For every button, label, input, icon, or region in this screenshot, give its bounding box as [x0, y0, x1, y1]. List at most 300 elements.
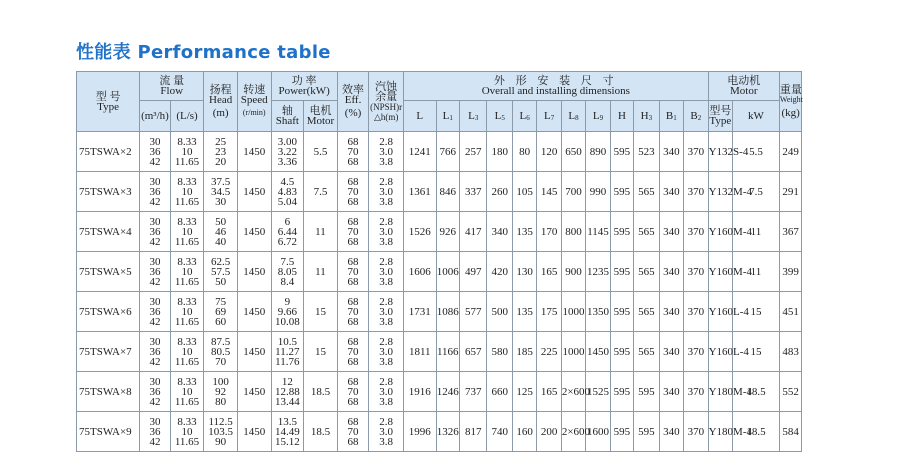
- cell-flow-ls-value: 10: [181, 225, 193, 238]
- header-dim-l7: $L_7$: [537, 101, 561, 132]
- cell-npsh: [369, 132, 404, 172]
- cell-npsh-value: 2.8: [379, 295, 394, 308]
- table-row: [77, 172, 827, 212]
- cell-flow-m3h-value: 30: [149, 135, 161, 148]
- header-head: 扬程 Head (m): [204, 72, 238, 132]
- cell-flow-ls-value: 11.65: [174, 395, 200, 408]
- cell-dim-h: 595: [610, 412, 633, 452]
- header-flow-ls: (L/s): [170, 101, 204, 132]
- cell-npsh-value: 3.0: [379, 185, 394, 198]
- cell-shaft-power-value: 13.44: [274, 395, 300, 408]
- cell-dim-b2: 370: [684, 212, 709, 252]
- cell-head: [204, 172, 238, 212]
- cell-model: 75TSWA×4: [77, 212, 140, 252]
- cell-flow-m3h-value: 36: [149, 385, 161, 398]
- cell-eff-value: 68: [347, 275, 359, 288]
- cell-dim-h3: 565: [634, 252, 659, 292]
- header-dim-l5: $L_5$: [487, 101, 512, 132]
- cell-flow-m3h-value: 30: [149, 215, 161, 228]
- cell-weight: 584: [779, 412, 801, 452]
- cell-dim-l3: 337: [459, 172, 487, 212]
- cell-dim-l6: 105: [512, 172, 536, 212]
- cell-dim-l: 1731: [403, 292, 436, 332]
- cell-shaft-power-value: 10.08: [274, 315, 300, 328]
- cell-dim-l1: 1166: [436, 332, 459, 372]
- cell-flow-ls-value: 11.65: [174, 275, 200, 288]
- cell-flow-m3h-value: 42: [149, 395, 161, 408]
- cell-dim-h3: 565: [634, 172, 659, 212]
- cell-dim-h: 595: [610, 212, 633, 252]
- cell-dim-b2: 370: [684, 132, 709, 172]
- table-row: [77, 132, 827, 172]
- cell-head-value: 103.5: [208, 425, 233, 438]
- cell-speed: 1450: [237, 212, 271, 252]
- cell-head-value: 87.5: [211, 335, 231, 348]
- cell-motor-kw: 15: [733, 292, 780, 332]
- cell-dim-l5: 500: [487, 292, 512, 332]
- cell-dim-l7: 165: [537, 252, 561, 292]
- cell-shaft-power-value: 3.22: [277, 145, 297, 158]
- cell-flow-ls: [170, 372, 204, 412]
- table-row: [77, 412, 827, 452]
- cell-eff-value: 68: [347, 235, 359, 248]
- cell-shaft-power-value: 15.12: [274, 435, 300, 448]
- cell-flow-m3h-value: 42: [149, 155, 161, 168]
- cell-flow-m3h: [140, 372, 171, 412]
- cell-dim-l1: 1246: [436, 372, 459, 412]
- cell-speed: 1450: [237, 372, 271, 412]
- header-npsh: 汽蚀 余量 (NPSH)r △h(m): [369, 72, 404, 132]
- cell-flow-ls-value: 11.65: [174, 155, 200, 168]
- cell-shaft-power-value: 6: [284, 215, 291, 228]
- cell-dim-l6: 130: [512, 252, 536, 292]
- cell-motor-type: Y160M-4: [708, 252, 732, 292]
- cell-head: [204, 332, 238, 372]
- cell-dim-b2: 370: [684, 372, 709, 412]
- cell-shaft-power: [271, 212, 304, 252]
- cell-dim-l9: 1145: [586, 212, 610, 252]
- cell-head-value: 80.5: [211, 345, 231, 358]
- cell-dim-l: 1361: [403, 172, 436, 212]
- cell-dim-l: 1526: [403, 212, 436, 252]
- cell-flow-ls-value: 10: [181, 345, 193, 358]
- cell-eff: [337, 252, 369, 292]
- cell-npsh-value: 2.8: [379, 135, 394, 148]
- cell-weight: 483: [779, 332, 801, 372]
- cell-motor-type: Y160M-4: [708, 212, 732, 252]
- cell-dim-l6: 185: [512, 332, 536, 372]
- cell-npsh: [369, 212, 404, 252]
- cell-head-value: 92: [215, 385, 227, 398]
- cell-dim-l5: 740: [487, 412, 512, 452]
- cell-dim-l3: 257: [459, 132, 487, 172]
- cell-dim-l9: 1525: [586, 372, 610, 412]
- cell-eff-value: 68: [347, 215, 359, 228]
- cell-model: 75TSWA×9: [77, 412, 140, 452]
- cell-shaft-power-value: 6.44: [277, 225, 297, 238]
- cell-npsh-value: 3.8: [379, 355, 394, 368]
- cell-head-value: 23: [215, 145, 227, 158]
- cell-motor-kw: 5.5: [733, 132, 780, 172]
- table-row: [77, 212, 827, 252]
- cell-flow-m3h-value: 42: [149, 195, 161, 208]
- cell-dim-l1: 766: [436, 132, 459, 172]
- cell-dim-l1: 1086: [436, 292, 459, 332]
- cell-shaft-power-value: 12.88: [274, 385, 300, 398]
- cell-motor-power: 11: [304, 212, 338, 252]
- cell-weight: 399: [779, 252, 801, 292]
- cell-shaft-power-value: 12: [281, 375, 293, 388]
- cell-motor-kw: 11: [733, 252, 780, 292]
- cell-motor-power: 11: [304, 252, 338, 292]
- cell-dim-b1: 340: [659, 212, 683, 252]
- cell-flow-ls-value: 11.65: [174, 355, 200, 368]
- cell-flow-ls-value: 8.33: [177, 135, 197, 148]
- cell-head: [204, 292, 238, 332]
- cell-eff-value: 68: [347, 295, 359, 308]
- cell-flow-m3h-value: 36: [149, 145, 161, 158]
- cell-weight: 552: [779, 372, 801, 412]
- cell-dim-l7: 145: [537, 172, 561, 212]
- cell-shaft-power-value: 5.04: [277, 195, 297, 208]
- cell-shaft-power: [271, 252, 304, 292]
- cell-flow-ls: [170, 332, 204, 372]
- cell-flow-m3h-value: 42: [149, 435, 161, 448]
- cell-dim-l5: 660: [487, 372, 512, 412]
- cell-flow-ls-value: 8.33: [177, 415, 197, 428]
- cell-dim-l9: 1235: [586, 252, 610, 292]
- cell-dim-l6: 80: [512, 132, 536, 172]
- cell-flow-ls-value: 11.65: [174, 235, 200, 248]
- cell-dim-h: 595: [610, 332, 633, 372]
- table-row: [77, 292, 827, 332]
- cell-flow-m3h-value: 42: [149, 355, 161, 368]
- cell-head-value: 57.5: [211, 265, 231, 278]
- cell-dim-h3: 523: [634, 132, 659, 172]
- cell-npsh-value: 3.8: [379, 315, 394, 328]
- cell-head-value: 90: [215, 435, 227, 448]
- cell-speed: 1450: [237, 412, 271, 452]
- cell-flow-ls-value: 10: [181, 425, 193, 438]
- header-dim-l8: $L_8$: [561, 101, 585, 132]
- header-dim-l: L: [403, 101, 436, 132]
- cell-head: [204, 212, 238, 252]
- cell-shaft-power-value: 11.76: [275, 355, 300, 368]
- cell-shaft-power: [271, 372, 304, 412]
- header-flow-m3h: (m³/h): [140, 101, 171, 132]
- cell-motor-power: 15: [304, 332, 338, 372]
- cell-head: [204, 252, 238, 292]
- cell-motor-kw: 18.5: [733, 372, 780, 412]
- cell-head-value: 112.5: [208, 415, 233, 428]
- cell-flow-ls: [170, 212, 204, 252]
- cell-dim-l3: 737: [459, 372, 487, 412]
- header-dim-l6: $L_6$: [512, 101, 536, 132]
- cell-dim-b1: 340: [659, 132, 683, 172]
- cell-dim-h: 595: [610, 132, 633, 172]
- cell-motor-type: Y132M-4: [708, 172, 732, 212]
- cell-flow-m3h-value: 30: [149, 375, 161, 388]
- cell-model: 75TSWA×5: [77, 252, 140, 292]
- cell-npsh-value: 3.0: [379, 145, 394, 158]
- cell-npsh-value: 3.8: [379, 435, 394, 448]
- cell-dim-h3: 595: [634, 412, 659, 452]
- cell-flow-m3h: [140, 332, 171, 372]
- cell-weight: 451: [779, 292, 801, 332]
- header-motor-kw: kW: [733, 101, 780, 132]
- cell-flow-m3h-value: 30: [149, 335, 161, 348]
- cell-eff-value: 68: [347, 395, 359, 408]
- cell-motor-power: 5.5: [304, 132, 338, 172]
- performance-table: [76, 71, 827, 452]
- cell-dim-l6: 135: [512, 212, 536, 252]
- cell-eff-value: 68: [347, 315, 359, 328]
- cell-dim-b1: 340: [659, 412, 683, 452]
- cell-head-value: 80: [215, 395, 227, 408]
- header-dim-l1: $L_1$: [436, 101, 459, 132]
- cell-head-value: 34.5: [211, 185, 231, 198]
- cell-dim-l1: 1326: [436, 412, 459, 452]
- cell-flow-ls-value: 8.33: [177, 255, 197, 268]
- cell-eff-value: 68: [347, 355, 359, 368]
- cell-eff-value: 68: [347, 155, 359, 168]
- cell-motor-type: Y132S-4: [708, 132, 732, 172]
- cell-npsh-value: 3.8: [379, 155, 394, 168]
- cell-dim-l1: 846: [436, 172, 459, 212]
- cell-dim-l5: 340: [487, 212, 512, 252]
- cell-npsh-value: 2.8: [379, 215, 394, 228]
- cell-head-value: 40: [215, 235, 227, 248]
- table-body: [77, 132, 827, 452]
- cell-dim-l9: 890: [586, 132, 610, 172]
- cell-dim-l6: 125: [512, 372, 536, 412]
- cell-dim-l7: 120: [537, 132, 561, 172]
- cell-speed: 1450: [237, 252, 271, 292]
- cell-dim-b2: 370: [684, 292, 709, 332]
- cell-dim-l8: 800: [561, 212, 585, 252]
- cell-dim-l8: 1000: [561, 292, 585, 332]
- cell-flow-m3h: [140, 252, 171, 292]
- cell-head-value: 20: [215, 155, 227, 168]
- cell-model: 75TSWA×7: [77, 332, 140, 372]
- cell-shaft-power: [271, 292, 304, 332]
- cell-head-value: 50: [215, 215, 227, 228]
- cell-dim-l9: 1350: [586, 292, 610, 332]
- cell-dim-l5: 180: [487, 132, 512, 172]
- cell-motor-type: Y180M-4: [708, 412, 732, 452]
- cell-eff: [337, 332, 369, 372]
- header-dim-b2: $B_2$: [684, 101, 709, 132]
- cell-dim-l: 1606: [403, 252, 436, 292]
- cell-eff-value: 68: [347, 415, 359, 428]
- cell-model: 75TSWA×3: [77, 172, 140, 212]
- cell-shaft-power-value: 7.5: [280, 255, 295, 268]
- cell-flow-m3h-value: 36: [149, 225, 161, 238]
- cell-flow-m3h: [140, 412, 171, 452]
- cell-dim-b1: 340: [659, 332, 683, 372]
- cell-dim-l9: 1600: [586, 412, 610, 452]
- cell-dim-h: 595: [610, 292, 633, 332]
- cell-npsh: [369, 332, 404, 372]
- cell-flow-ls-value: 8.33: [177, 295, 197, 308]
- cell-flow-ls: [170, 292, 204, 332]
- cell-eff-value: 68: [347, 375, 359, 388]
- cell-model: 75TSWA×8: [77, 372, 140, 412]
- cell-weight: 249: [779, 132, 801, 172]
- cell-npsh-value: 3.8: [379, 275, 394, 288]
- header-eff: 效率 Eff. (%): [337, 72, 369, 132]
- cell-model: 75TSWA×2: [77, 132, 140, 172]
- header-speed: 转速 Speed (r/min): [237, 72, 271, 132]
- cell-npsh-value: 2.8: [379, 375, 394, 388]
- cell-npsh: [369, 372, 404, 412]
- cell-flow-ls-value: 8.33: [177, 335, 197, 348]
- cell-dim-h: 595: [610, 372, 633, 412]
- cell-dim-b1: 340: [659, 172, 683, 212]
- header-flow: 流 量 Flow: [140, 72, 204, 101]
- table-row: [77, 372, 827, 412]
- cell-flow-m3h-value: 36: [149, 345, 161, 358]
- cell-dim-h: 595: [610, 172, 633, 212]
- cell-shaft-power-value: 10.5: [277, 335, 297, 348]
- cell-head-value: 37.5: [211, 175, 231, 188]
- cell-speed: 1450: [237, 132, 271, 172]
- cell-motor-kw: 18.5: [733, 412, 780, 452]
- cell-dim-l3: 817: [459, 412, 487, 452]
- cell-motor-power: 18.5: [304, 412, 338, 452]
- cell-dim-l8: 900: [561, 252, 585, 292]
- cell-npsh-value: 3.0: [379, 425, 394, 438]
- cell-dim-h3: 565: [634, 292, 659, 332]
- cell-head-value: 62.5: [211, 255, 231, 268]
- cell-motor-type: Y180M-4: [708, 372, 732, 412]
- cell-eff-value: 70: [347, 225, 359, 238]
- cell-flow-ls: [170, 252, 204, 292]
- table-row: [77, 332, 827, 372]
- cell-motor-type: Y160L-4: [708, 332, 732, 372]
- cell-npsh-value: 3.0: [379, 345, 394, 358]
- cell-shaft-power-value: 8.4: [280, 275, 295, 288]
- cell-npsh: [369, 292, 404, 332]
- cell-npsh-value: 3.8: [379, 195, 394, 208]
- cell-shaft-power-value: 9.66: [277, 305, 297, 318]
- header-motor: 电动机 Motor: [708, 72, 779, 101]
- cell-flow-m3h-value: 30: [149, 175, 161, 188]
- cell-motor-power: 18.5: [304, 372, 338, 412]
- cell-npsh: [369, 172, 404, 212]
- cell-dim-l: 1916: [403, 372, 436, 412]
- cell-eff-value: 70: [347, 305, 359, 318]
- cell-eff-value: 68: [347, 255, 359, 268]
- cell-eff-value: 70: [347, 145, 359, 158]
- cell-shaft-power: [271, 172, 304, 212]
- table-header: [77, 72, 827, 132]
- cell-dim-l6: 135: [512, 292, 536, 332]
- cell-npsh-value: 2.8: [379, 335, 394, 348]
- cell-dim-l5: 580: [487, 332, 512, 372]
- cell-dim-l7: 200: [537, 412, 561, 452]
- cell-head: [204, 372, 238, 412]
- header-shaft: 轴 Shaft: [271, 101, 304, 132]
- cell-head-value: 46: [215, 225, 227, 238]
- cell-dim-l3: 497: [459, 252, 487, 292]
- cell-flow-m3h-value: 36: [149, 425, 161, 438]
- cell-shaft-power-value: 9: [284, 295, 291, 308]
- cell-flow-m3h: [140, 172, 171, 212]
- header-dim-h: H: [610, 101, 633, 132]
- cell-dim-l8: 2×600: [561, 412, 585, 452]
- cell-flow-m3h-value: 36: [149, 265, 161, 278]
- header-motor-power: 电机 Motor: [304, 101, 338, 132]
- cell-npsh-value: 3.0: [379, 265, 394, 278]
- cell-flow-m3h-value: 30: [149, 295, 161, 308]
- cell-npsh-value: 2.8: [379, 415, 394, 428]
- cell-dim-l: 1811: [403, 332, 436, 372]
- cell-dim-h3: 595: [634, 372, 659, 412]
- cell-shaft-power-value: 13.5: [277, 415, 297, 428]
- cell-weight: 367: [779, 212, 801, 252]
- cell-dim-b2: 370: [684, 332, 709, 372]
- cell-motor-kw: 15: [733, 332, 780, 372]
- cell-eff-value: 70: [347, 385, 359, 398]
- cell-shaft-power-value: 4.5: [280, 175, 295, 188]
- cell-dim-b1: 340: [659, 292, 683, 332]
- cell-flow-ls-value: 10: [181, 145, 193, 158]
- cell-npsh: [369, 252, 404, 292]
- cell-dim-h3: 565: [634, 332, 659, 372]
- cell-npsh-value: 2.8: [379, 255, 394, 268]
- cell-dim-h: 595: [610, 252, 633, 292]
- cell-weight: 291: [779, 172, 801, 212]
- cell-eff-value: 68: [347, 335, 359, 348]
- cell-dim-l7: 170: [537, 212, 561, 252]
- cell-dim-l1: 926: [436, 212, 459, 252]
- cell-dim-l7: 225: [537, 332, 561, 372]
- cell-flow-ls-value: 10: [181, 185, 193, 198]
- cell-flow-m3h-value: 30: [149, 415, 161, 428]
- cell-dim-l9: 1450: [586, 332, 610, 372]
- header-type: 型 号 Type: [77, 72, 140, 132]
- page-title: 性能表 Performance table: [76, 42, 331, 63]
- cell-speed: 1450: [237, 292, 271, 332]
- cell-eff-value: 70: [347, 185, 359, 198]
- header-dim-b1: $B_1$: [659, 101, 683, 132]
- cell-dim-l8: 1000: [561, 332, 585, 372]
- cell-dim-l3: 657: [459, 332, 487, 372]
- cell-dim-l7: 175: [537, 292, 561, 332]
- header-power: 功 率 Power(kW): [271, 72, 337, 101]
- cell-dim-l3: 577: [459, 292, 487, 332]
- cell-eff: [337, 172, 369, 212]
- cell-flow-ls-value: 8.33: [177, 215, 197, 228]
- cell-dim-l7: 165: [537, 372, 561, 412]
- cell-head-value: 100: [212, 375, 229, 388]
- cell-dim-b2: 370: [684, 172, 709, 212]
- cell-head-value: 60: [215, 315, 227, 328]
- cell-model: 75TSWA×6: [77, 292, 140, 332]
- cell-eff: [337, 212, 369, 252]
- cell-eff-value: 68: [347, 175, 359, 188]
- cell-motor-type: Y160L-4: [708, 292, 732, 332]
- cell-flow-ls-value: 10: [181, 385, 193, 398]
- cell-head-value: 25: [215, 135, 227, 148]
- cell-eff: [337, 412, 369, 452]
- cell-flow-ls-value: 8.33: [177, 175, 197, 188]
- cell-npsh-value: 2.8: [379, 175, 394, 188]
- cell-dim-l9: 990: [586, 172, 610, 212]
- cell-flow-m3h-value: 42: [149, 275, 161, 288]
- cell-motor-power: 15: [304, 292, 338, 332]
